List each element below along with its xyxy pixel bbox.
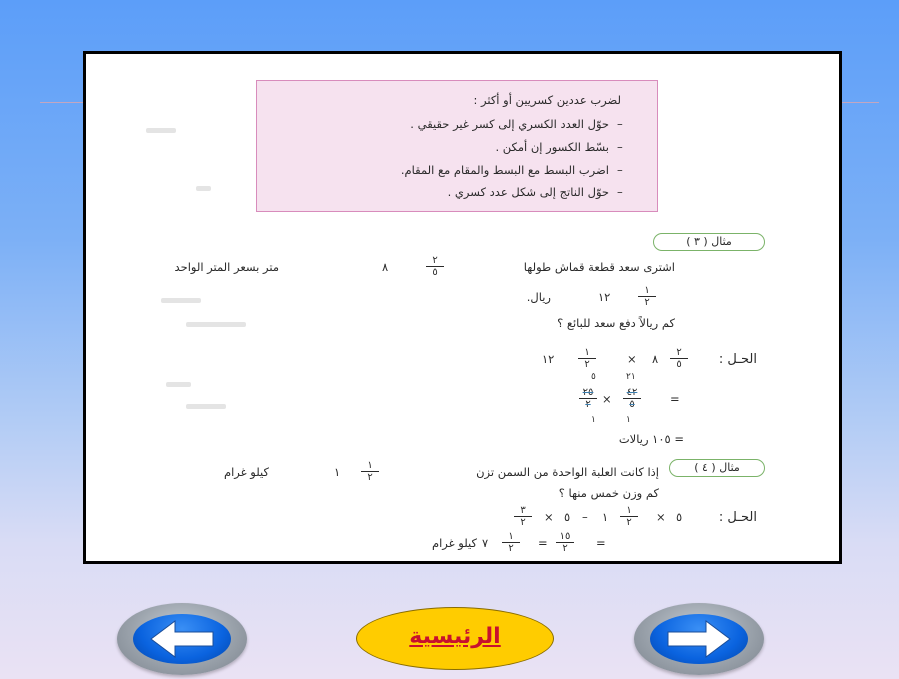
bleed-mark — [186, 322, 246, 327]
solution-fraction: ٢٥ ٢ — [579, 387, 597, 410]
example-4-text: إذا كانت العلبة الواحدة من السمن تزن — [476, 465, 659, 479]
example-4-question: كم وزن خمس منها ؟ — [558, 486, 659, 500]
textbook-page-image — [83, 51, 842, 564]
example-3-text: ريال. — [526, 290, 551, 304]
forward-button[interactable] — [634, 603, 764, 675]
example-3-fraction: ٢ ٥ — [426, 255, 444, 278]
solution-number: ٨ — [652, 352, 659, 366]
equals-sign: = — [538, 536, 548, 550]
cancel-mark: ٢١ — [626, 372, 636, 382]
rule-item: حوّل الناتج إلى شكل عدد كسري . — [447, 185, 609, 199]
arrow-right-icon — [634, 603, 764, 675]
cancel-mark: ١ — [626, 415, 631, 425]
arrow-left-icon — [117, 603, 247, 675]
example-4-badge: مثال ( ٤ ) — [669, 459, 765, 477]
equals-sign: = — [596, 536, 606, 550]
rule-dash: – — [617, 140, 623, 154]
example-3-text: متر بسعر المتر الواحد — [174, 260, 279, 274]
example-4-solution-label: الحـل : — [718, 510, 757, 525]
example-4-text: كيلو غرام — [223, 465, 269, 479]
rule-dash: – — [617, 185, 623, 199]
solution-fraction: ١ ٢ — [578, 347, 596, 370]
bleed-mark — [166, 382, 191, 387]
times-sign: × — [656, 510, 666, 524]
rule-dash: – — [617, 117, 623, 131]
bleed-mark — [196, 186, 211, 191]
bleed-mark — [146, 128, 176, 133]
rules-title: لضرب عددين كسريين أو أكثر : — [473, 93, 621, 107]
solution-fraction: ١ ٢ — [502, 531, 520, 554]
home-button-label: الرئيسية — [409, 624, 501, 649]
back-button[interactable] — [117, 603, 247, 675]
times-sign: × — [544, 510, 554, 524]
example-3-question: كم ريالاً دفع سعد للبائع ؟ — [557, 316, 675, 330]
rule-item: بسّط الكسور إن أمكن . — [495, 140, 609, 154]
solution-fraction: ٤٢ ٥ — [623, 387, 641, 410]
equals-sign: = — [670, 392, 680, 406]
solution-fraction: ٢ ٥ — [670, 347, 688, 370]
example-4-unit: كيلو غرام — [431, 536, 477, 550]
cancel-mark: ٥ — [591, 372, 596, 382]
home-button[interactable] — [356, 607, 554, 670]
example-4-number: ١ — [334, 465, 341, 479]
minus-sign: – — [582, 510, 588, 524]
bleed-mark — [161, 298, 201, 303]
solution-fraction: ١ ٢ — [620, 505, 638, 528]
times-sign: × — [627, 352, 637, 366]
bleed-mark — [186, 404, 226, 409]
cancel-mark: ١ — [591, 415, 596, 425]
example-4-fraction: ١ ٢ — [361, 460, 379, 483]
example-3-badge: مثال ( ٣ ) — [653, 233, 765, 251]
rule-dash: – — [617, 163, 623, 177]
solution-number: ٥ — [564, 510, 571, 524]
example-3-number: ١٢ — [598, 290, 611, 304]
solution-fraction: ١٥ ٢ — [556, 531, 574, 554]
example-3-text: اشترى سعد قطعة قماش طولها — [523, 260, 675, 274]
rule-item: اضرب البسط مع البسط والمقام مع المقام. — [400, 163, 609, 177]
rules-box — [256, 80, 658, 212]
times-sign: × — [602, 392, 612, 406]
example-3-solution-label: الحـل : — [718, 352, 757, 367]
solution-number: ٧ — [482, 536, 489, 550]
example-3-result: = ١٠٥ ريالات — [618, 432, 684, 446]
solution-fraction: ٣ ٢ — [514, 505, 532, 528]
solution-number: ١ — [602, 510, 609, 524]
solution-number: ٥ — [676, 510, 683, 524]
rule-item: حوّل العدد الكسري إلى كسر غير حقيقي . — [410, 117, 609, 131]
solution-number: ١٢ — [542, 352, 555, 366]
example-3-number: ٨ — [382, 260, 389, 274]
example-3-fraction: ١ ٢ — [638, 285, 656, 308]
